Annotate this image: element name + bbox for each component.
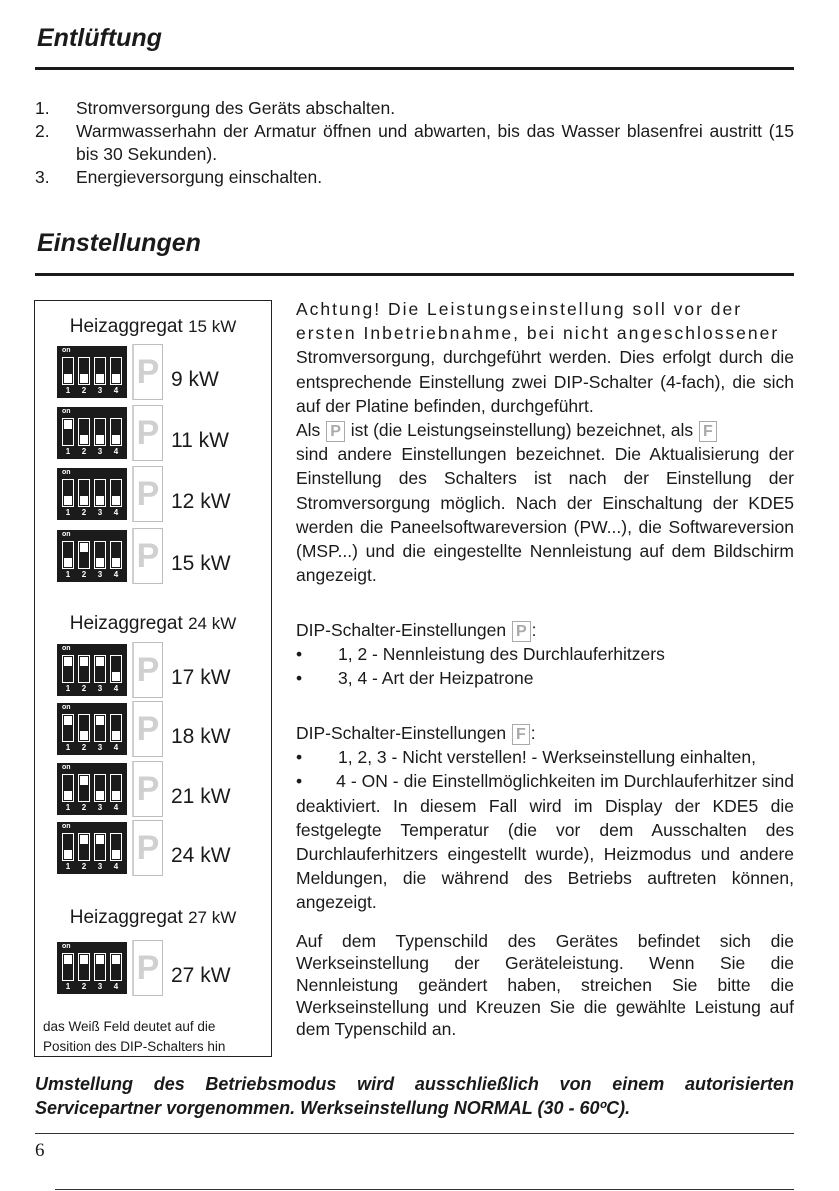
dip-switch-knob [64, 558, 72, 567]
dip-switch-knob [112, 791, 120, 800]
dip-switch-icon [57, 644, 127, 696]
dip-switch-knob [96, 374, 104, 383]
power-rating: 11 kW [171, 429, 229, 452]
dip-switch-lever [78, 655, 90, 683]
p-marker-icon: P [132, 344, 163, 400]
dip-on-label: on [62, 531, 71, 538]
dip-switch-lever [94, 833, 106, 861]
dip-switch-lever [62, 479, 74, 507]
power-rating: 21 kW [171, 785, 231, 808]
p-marker-icon: P [132, 761, 163, 817]
dip-switch-knob [64, 850, 72, 859]
heading-rule [35, 273, 794, 276]
dip-switch-lever [110, 714, 122, 742]
dip-switch-knob [112, 955, 120, 964]
dip-switch-lever [62, 418, 74, 446]
dip-switch-knob [96, 716, 104, 725]
p-marker-icon: P [132, 405, 163, 461]
dip-switch-number: 4 [113, 982, 119, 991]
dip-switch-knob [112, 496, 120, 505]
section-title-entlueftung: Entlüftung [37, 24, 162, 52]
dip-switch-number: 1 [65, 982, 71, 991]
dip-on-label: on [62, 408, 71, 415]
power-rating: 12 kW [171, 490, 231, 513]
dip-switch-icon [57, 407, 127, 459]
dip-switch-knob [64, 657, 72, 666]
dip-switch-number: 2 [81, 743, 87, 752]
group-label: Heizaggregat 24 kW [69, 613, 237, 634]
dip-switch-knob [80, 731, 88, 740]
f-marker-icon: F [512, 724, 530, 745]
dip-switch-lever [110, 774, 122, 802]
dip-switch-lever [110, 655, 122, 683]
dip-switch-lever [78, 418, 90, 446]
dip-switch-number: 3 [97, 743, 103, 752]
dip-switch-number: 3 [97, 684, 103, 693]
dip-switch-number: 4 [113, 862, 119, 871]
dip-switch-knob [80, 835, 88, 844]
list-item: 2. Warmwasserhahn der Armatur öffnen und abwarten, bis das Wasser blasenfrei austritt (15 bis 30 Sekunden). [35, 121, 794, 164]
dip-switch-number: 4 [113, 508, 119, 517]
dip-switch-number: 2 [81, 862, 87, 871]
dip-switch-number: 2 [81, 982, 87, 991]
dip-switch-number: 3 [97, 570, 103, 579]
dip-switch-number: 4 [113, 684, 119, 693]
dip-switch-knob [112, 435, 120, 444]
p-marker-icon: P [132, 940, 163, 996]
power-rating: 18 kW [171, 725, 231, 748]
dip-switch-number: 2 [81, 447, 87, 456]
dip-switch-lever [94, 714, 106, 742]
dip-on-label: on [62, 704, 71, 711]
dip-switch-knob [64, 374, 72, 383]
dip-switch-lever [94, 418, 106, 446]
dip-switch-number: 1 [65, 803, 71, 812]
dip-switch-icon [57, 942, 127, 994]
footer-rule [35, 1133, 794, 1134]
dip-on-label: on [62, 469, 71, 476]
p-marker-icon: P [326, 421, 345, 442]
dip-switch-lever [110, 953, 122, 981]
dip-switch-number: 2 [81, 508, 87, 517]
dip-switch-knob [64, 716, 72, 725]
dip-switch-number: 3 [97, 508, 103, 517]
dip-switch-knob [96, 558, 104, 567]
dip-switch-number: 3 [97, 862, 103, 871]
dip-switch-lever [110, 479, 122, 507]
dip-switch-lever [94, 541, 106, 569]
dip-switch-number: 4 [113, 743, 119, 752]
dip-switch-lever [110, 418, 122, 446]
dip-on-label: on [62, 823, 71, 830]
dip-switch-knob [80, 435, 88, 444]
group-label: Heizaggregat 27 kW [69, 907, 237, 928]
dip-switch-number: 1 [65, 508, 71, 517]
dip-switch-icon [57, 346, 127, 398]
p-marker-icon: P [132, 642, 163, 698]
dip-switch-knob [64, 496, 72, 505]
section-title-einstellungen: Einstellungen [37, 229, 201, 257]
power-rating: 27 kW [171, 964, 231, 987]
power-rating: 17 kW [171, 666, 231, 689]
dip-switch-number: 4 [113, 803, 119, 812]
list-item: 3. Energieversorgung einschalten. [35, 167, 323, 187]
dip-switch-number: 1 [65, 386, 71, 395]
dip-switch-icon [57, 822, 127, 874]
dip-switch-knob [96, 835, 104, 844]
steps-list [35, 97, 794, 189]
list-item: 1. Stromversorgung des Geräts abschalten. [35, 98, 396, 118]
dip-switch-number: 1 [65, 862, 71, 871]
dip-switch-lever [94, 479, 106, 507]
p-marker-icon: P [132, 466, 163, 522]
dip-switch-lever [62, 714, 74, 742]
dip-switch-number: 3 [97, 386, 103, 395]
dip-switch-lever [78, 357, 90, 385]
dip-switch-knob [64, 791, 72, 800]
power-rating: 24 kW [171, 844, 231, 867]
dip-switch-icon [57, 530, 127, 582]
p-marker-icon: P [512, 621, 531, 642]
dip-switch-knob [112, 850, 120, 859]
dip-switch-lever [94, 774, 106, 802]
final-note: Umstellung des Betriebsmodus wird ausschließlich von einem autorisierten Servicepartner vorgenommen. Werkseinstellung NORMAL (30 - 60ºC). [35, 1074, 794, 1118]
dip-switch-lever [62, 655, 74, 683]
dip-on-label: on [62, 943, 71, 950]
dip-switch-table [34, 300, 272, 1057]
dip-switch-icon [57, 763, 127, 815]
dip-on-label: on [62, 347, 71, 354]
dip-switch-number: 1 [65, 570, 71, 579]
typeplate-paragraph: Auf dem Typenschild des Gerätes befindet sich die Werkseinstellung der Geräteleistung. Wenn Sie die Nennleistung geändert haben, streichen Sie bitte die Werkseinstellung und Kreuzen Sie die gewählte Leistung auf dem Typenschild an. [296, 931, 794, 1039]
dip-switch-knob [64, 420, 72, 429]
dip-switch-number: 2 [81, 803, 87, 812]
dip-switch-lever [94, 655, 106, 683]
dip-switch-lever [110, 541, 122, 569]
dip-switch-lever [62, 953, 74, 981]
dip-switch-number: 3 [97, 803, 103, 812]
dip-switch-number: 2 [81, 684, 87, 693]
dip-switch-lever [78, 953, 90, 981]
f-marker-icon: F [699, 421, 717, 442]
dip-switch-number: 1 [65, 447, 71, 456]
dip-switch-lever [110, 357, 122, 385]
page-number: 6 [35, 1140, 45, 1161]
dip-switch-number: 2 [81, 570, 87, 579]
dip-switch-icon [57, 468, 127, 520]
dip-switch-lever [62, 774, 74, 802]
dip-switch-knob [96, 435, 104, 444]
dip-switch-lever [78, 479, 90, 507]
dip-switch-knob [80, 657, 88, 666]
bottom-rule [55, 1189, 794, 1190]
dip-switch-knob [80, 543, 88, 552]
dip-switch-lever [78, 541, 90, 569]
dip-switch-lever [62, 357, 74, 385]
dip-switch-lever [94, 953, 106, 981]
group-label: Heizaggregat 15 kW [69, 316, 237, 337]
dip-switch-knob [112, 558, 120, 567]
dip-switch-knob [96, 657, 104, 666]
dip-switch-number: 1 [65, 743, 71, 752]
p-marker-icon: P [132, 528, 163, 584]
dip-switch-knob [112, 731, 120, 740]
dip-on-label: on [62, 645, 71, 652]
dip-switch-knob [80, 776, 88, 785]
dip-switch-knob [64, 955, 72, 964]
dip-switch-knob [96, 955, 104, 964]
power-rating: 9 kW [171, 368, 219, 391]
dip-p-settings: DIP-Schalter-Einstellungen P : • 1, 2 - Nennleistung des Durchlauferhitzers • 3, 4 - Art der Heizpatrone [296, 620, 665, 689]
dip-switch-number: 4 [113, 570, 119, 579]
dip-switch-icon [57, 703, 127, 755]
dip-switch-lever [78, 714, 90, 742]
dip-switch-knob [112, 672, 120, 681]
heading-rule [35, 67, 794, 70]
p-marker-icon: P [132, 820, 163, 876]
dip-switch-number: 1 [65, 684, 71, 693]
dip-note: das Weiß Feld deutet auf die Position des DIP-Schalters hin [43, 1019, 226, 1054]
dip-f-settings: DIP-Schalter-Einstellungen F : • 1, 2, 3 - Nicht verstellen! - Werkseinstellung einhalten, • 4 - ON - die Einstellmöglichkeiten im Durchlauferhitzer sind deaktiviert. In diesem Fall wird im Display der KDE5 die festgelegte Temperatur (die vor dem Ausschalten des Durchlauferhitzers eingestellt wurde), Heizmodus und andere Meldungen, die während des Betriebs auftreten können, angezeigt. [296, 723, 794, 913]
dip-switch-knob [96, 791, 104, 800]
dip-switch-number: 4 [113, 386, 119, 395]
dip-switch-knob [80, 496, 88, 505]
dip-switch-lever [78, 833, 90, 861]
power-rating: 15 kW [171, 552, 231, 575]
dip-switch-knob [112, 374, 120, 383]
dip-switch-number: 3 [97, 982, 103, 991]
dip-on-label: on [62, 764, 71, 771]
dip-switch-knob [80, 374, 88, 383]
dip-switch-lever [78, 774, 90, 802]
intro-paragraph: Achtung! Die Leistungseinstellung soll vor der ersten Inbetriebnahme, bei nicht angeschlossener Stromversorgung, durchgeführt werden. Dies erfolgt durch die entsprechende Einstellung zwei DIP-Schalter (4-fach), die sich auf der Platine befinden, durchgeführt. Als P ist (die Leistungseinstellung) bezeichnet, als F sind andere Einstellungen bezeichnet. Die Aktualisierung der Einstellung des Schalters ist nach der Einstellung der Stromversorgung möglich. Nach der Einschaltung der KDE5 werden die Paneelsoftwareversion (PW...), die Softwareversion (MSP...) und die eingestellte Nennleistung auf dem Bildschirm angezeigt. [296, 299, 794, 586]
dip-switch-number: 2 [81, 386, 87, 395]
dip-switch-lever [110, 833, 122, 861]
dip-switch-number: 4 [113, 447, 119, 456]
dip-switch-lever [62, 541, 74, 569]
p-marker-icon: P [132, 701, 163, 757]
dip-switch-knob [80, 955, 88, 964]
dip-switch-knob [96, 496, 104, 505]
dip-switch-lever [94, 357, 106, 385]
dip-switch-lever [62, 833, 74, 861]
dip-switch-number: 3 [97, 447, 103, 456]
